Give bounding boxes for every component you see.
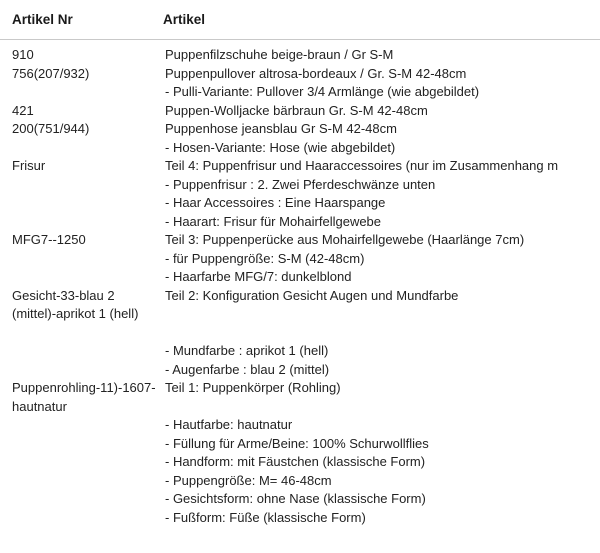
article-number: Frisur: [12, 158, 46, 173]
article-description: [165, 157, 600, 231]
table-body: [0, 46, 600, 527]
description-line: Teil 3: Puppenperücke aus Mohairfellgewebe (Haarlänge 7cm): [165, 232, 525, 247]
description-line: Teil 2: Konfiguration Gesicht Augen und Mundfarbe: [165, 287, 459, 303]
table-row: [0, 102, 600, 121]
description-line: - Haarart: Frisur für Mohairfellgewebe: [165, 213, 382, 229]
article-number: 910: [12, 47, 34, 62]
description-line: - Puppenfrisur : 2. Zwei Pferdeschwänze unten: [165, 176, 436, 192]
description-line: - Puppengröße: M= 46-48cm: [165, 472, 332, 488]
description-line: Puppenfilzschuhe beige-braun / Gr S-M: [165, 47, 394, 62]
description-line: - Haarfarbe MFG/7: dunkelblond: [165, 269, 352, 284]
article-number: MFG7--1250: [12, 232, 86, 247]
description-line: - Fußform: Füße (klassische Form): [165, 509, 366, 525]
article-description: [165, 120, 600, 157]
article-number: 200(751/944): [12, 121, 90, 136]
description-line: - Hosen-Variante: Hose (wie abgebildet): [165, 139, 396, 155]
description-line: Puppen-Wolljacke bärbraun Gr. S-M 42-48cm: [165, 102, 428, 118]
description-line: - für Puppengröße: S-M (42-48cm): [165, 250, 365, 266]
description-line: - Pulli-Variante: Pullover 3/4 Armlänge (wie abgebildet): [165, 84, 480, 99]
description-line: [165, 398, 600, 417]
description-line: Puppenhose jeansblau Gr S-M 42-48cm: [165, 121, 397, 136]
table-header: [0, 0, 600, 40]
table-row: [0, 231, 600, 287]
article-description: [165, 231, 600, 287]
table-row: [0, 120, 600, 157]
description-line: - Hautfarbe: hautnatur: [165, 417, 293, 432]
article-number: 421: [12, 102, 34, 118]
description-line: Teil 4: Puppenfrisur und Haaraccessoires (nur im Zusammenhang m: [165, 158, 559, 173]
description-line: - Füllung für Arme/Beine: 100% Schurwollflies: [165, 435, 429, 451]
description-line: [165, 324, 600, 343]
article-number: 756(207/932): [12, 65, 90, 81]
table-row: [0, 46, 600, 65]
article-number: Puppenrohling-11)-1607-hautnatur: [12, 380, 156, 414]
column-header-artikel-nr: Artikel Nr: [12, 12, 73, 27]
description-line: - Mundfarbe : aprikot 1 (hell): [165, 343, 329, 358]
description-line: Puppenpullover altrosa-bordeaux / Gr. S-M 42-48cm: [165, 65, 467, 81]
article-description: [165, 65, 600, 102]
article-description: [165, 287, 600, 380]
article-description: [165, 102, 600, 121]
description-line: Teil 1: Puppenkörper (Rohling): [165, 380, 341, 395]
column-header-artikel: Artikel: [163, 12, 206, 27]
description-line: - Augenfarbe : blau 2 (mittel): [165, 361, 330, 377]
description-line: - Haar Accessoires : Eine Haarspange: [165, 195, 386, 210]
description-line: - Handform: mit Fäustchen (klassische Form): [165, 454, 426, 469]
table-row: [0, 65, 600, 102]
table-row: [0, 379, 600, 527]
article-description: [165, 379, 600, 527]
article-description: [165, 46, 600, 65]
table-row: [0, 287, 600, 380]
description-line: - Gesichtsform: ohne Nase (klassische Form): [165, 491, 426, 506]
article-number: Gesicht-33-blau 2 (mittel)-aprikot 1 (hell): [12, 287, 139, 321]
description-line: [165, 305, 600, 324]
table-row: [0, 157, 600, 231]
